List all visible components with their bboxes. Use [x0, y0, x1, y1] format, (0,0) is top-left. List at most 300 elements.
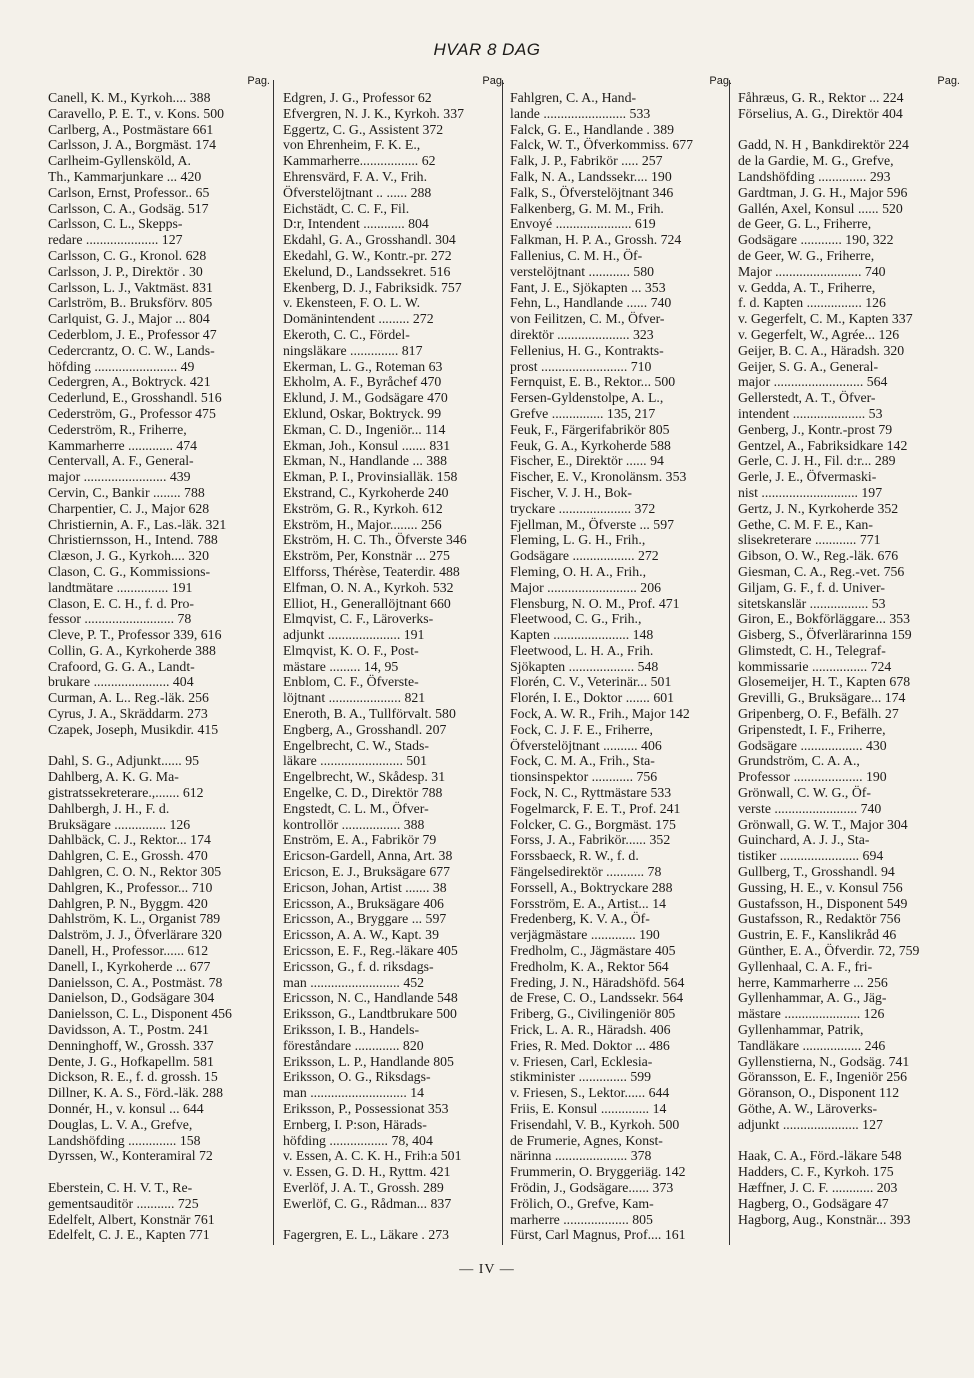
index-entry: Ekelund, D., Landssekret. 516	[283, 263, 451, 279]
index-entry: Cederström, R., Friherre,	[48, 421, 187, 437]
index-entry: Carlheim-Gyllensköld, A.	[48, 153, 191, 169]
index-column-1	[48, 74, 270, 1243]
index-entry: Dahlström, K. L., Organist 789	[48, 911, 221, 927]
index-entry: landtmätare ............... 191	[48, 579, 193, 595]
index-entry: Falck, G. E., Handlande . 389	[510, 121, 674, 137]
index-entry: Clæson, J. G., Kyrkoh.... 320	[48, 548, 209, 564]
index-entry: Fersen-Gyldenstolpe, A. L.,	[510, 390, 664, 406]
index-entry: Major ......................... 740	[738, 263, 886, 279]
index-entry: Carlsson, C. L., Skepps-	[48, 216, 183, 232]
index-entry: Centervall, A. F., General-	[48, 453, 194, 469]
index-entry: Envoyé ...................... 619	[510, 216, 656, 232]
index-entry: Fogelmarck, F. E. T., Prof. 241	[510, 800, 681, 816]
index-entry: Ekenberg, D. J., Fabriksidk. 757	[283, 279, 462, 295]
index-entry: Ericsson, A. A. W., Kapt. 39	[283, 927, 439, 943]
index-entry: Frölich, O., Grefve, Kam-	[510, 1195, 654, 1211]
index-entry: Forsström, E. A., Artist... 14	[510, 895, 666, 911]
index-entry: Gethe, C. M. F. E., Kan-	[738, 516, 873, 532]
index-entry: Falkman, H. P. A., Grossh. 724	[510, 232, 682, 248]
index-entry: v. Friesen, S., Lektor...... 644	[510, 1085, 670, 1101]
index-entry: Günther, E. A., Öfverdir. 72, 759	[738, 943, 920, 959]
index-entry: löjtnant ..................... 821	[283, 690, 426, 706]
index-entry: Ericson-Gardell, Anna, Art. 38	[283, 848, 453, 864]
pag-label: Pag.	[937, 75, 960, 87]
index-entry: Eriksson, I. B., Handels-	[283, 1022, 420, 1038]
index-entry: Gertz, J. N., Kyrkoherde 352	[738, 500, 899, 516]
index-entry: Ekedahl, G. W., Kontr.-pr. 272	[283, 247, 452, 263]
index-entry: Förselius, A. G., Direktör 404	[738, 105, 903, 121]
index-entry: Fries, R. Med. Doktor ... 486	[510, 1037, 670, 1053]
index-entry: kommissarie ................ 724	[738, 658, 892, 674]
index-entry: Grundström, C. A. A.,	[738, 753, 860, 769]
index-entry: Sjökapten ................... 548	[510, 658, 659, 674]
index-entry: Ekman, P. I., Provinsialläk. 158	[283, 469, 458, 485]
index-entry: Carlsson, C. A., Godsäg. 517	[48, 200, 209, 216]
index-entry: Geijer, S. G. A., General-	[738, 358, 879, 374]
index-entry: Everlöf, J. A. T., Grossh. 289	[283, 1179, 444, 1195]
index-entry: Christiernin, A. F., Las.-läk. 321	[48, 516, 227, 532]
index-entry: Fredenberg, K. V. A., Öf-	[510, 911, 650, 927]
index-entry: Kammarherre................. 62	[283, 153, 436, 169]
index-entry: fessor .......................... 78	[48, 611, 192, 627]
index-entry: Engelbrecht, C. W., Stads-	[283, 737, 429, 753]
index-entry: Grefve ............... 135, 217	[510, 405, 656, 421]
index-entry: ningsläkare .............. 817	[283, 342, 423, 358]
index-entry: Fehn, L., Handlande ...... 740	[510, 295, 672, 311]
index-entry: Ehrensvärd, F. A. V., Frih.	[283, 168, 428, 184]
index-entry: Fjellman, M., Öfverste ... 597	[510, 516, 675, 532]
index-entry: Canell, K. M., Kyrkoh.... 388	[48, 90, 211, 105]
index-entry: adjunkt ..................... 191	[283, 627, 425, 643]
index-entry: Carlberg, A., Postmästare 661	[48, 121, 214, 137]
index-entry: verste ........................ 740	[738, 800, 882, 816]
index-entry: Ekerman, L. G., Roteman 63	[283, 358, 443, 374]
index-entry: Godsägare .................. 272	[510, 548, 659, 564]
index-entry: Ekström, Per, Konstnär ... 275	[283, 548, 450, 564]
index-entry: Gerle, C. J. H., Fil. d:r... 289	[738, 453, 896, 469]
index-entry: Engelbrecht, W., Skådesp. 31	[283, 769, 446, 785]
index-entry: Engstedt, C. L. M., Öfver-	[283, 800, 429, 816]
index-entry: Fahlgren, C. A., Hand-	[510, 90, 637, 105]
index-entry: nist ............................ 197	[738, 484, 883, 500]
index-entry: v. Ekensteen, F. O. L. W.	[283, 295, 421, 311]
index-entry: Ekman, N., Handlande ... 388	[283, 453, 447, 469]
index-entry: Landshöfding .............. 293	[738, 168, 891, 184]
index-entry: Elmqvist, K. O. F., Post-	[283, 642, 419, 658]
index-entry: Frummerin, O. Bryggeriäg. 142	[510, 1164, 686, 1180]
index-entry: Fåhræus, G. R., Rektor ... 224	[738, 90, 904, 105]
index-entry: Edelfelt, Albert, Konstnär 761	[48, 1211, 215, 1227]
index-entry: Danielsson, C. A., Postmäst. 78	[48, 974, 223, 990]
index-entry: Danell, H., Professor...... 612	[48, 943, 209, 959]
index-entry: Czapek, Joseph, Musikdir. 415	[48, 721, 219, 737]
index-entry: Ewerlöf, C. G., Rådman... 837	[283, 1195, 452, 1211]
index-entry: Enblom, C. F., Öfverste-	[283, 674, 419, 690]
index-entry: Hagberg, O., Godsägare 47	[738, 1195, 889, 1211]
index-entry: Kapten ...................... 148	[510, 627, 654, 643]
index-entry: Ekdahl, G. A., Grosshandl. 304	[283, 232, 456, 248]
index-entry: Folcker, C. G., Borgmäst. 175	[510, 816, 676, 832]
index-entry: Bruksägare ............... 126	[48, 816, 191, 832]
index-entry: lande ........................ 533	[510, 105, 651, 121]
index-entry: Cedergren, A., Boktryck. 421	[48, 374, 211, 390]
index-entry: Edgren, J. G., Professor 62	[283, 90, 432, 105]
index-entry: Eklund, Oskar, Boktryck. 99	[283, 405, 442, 421]
index-entry: Danielsson, C. L., Disponent 456	[48, 1006, 232, 1022]
index-entry: Friis, E. Konsul .............. 14	[510, 1101, 667, 1116]
index-entry: Ekholm, A. F., Byråchef 470	[283, 374, 442, 390]
index-entry: Göranson, O., Disponent 112	[738, 1085, 900, 1101]
index-entry: Giesman, C. A., Reg.-vet. 756	[738, 563, 905, 579]
index-column-3	[510, 74, 732, 1243]
index-entry: Fängelsedirektör ........... 78	[510, 864, 662, 880]
index-entry: Collin, G. A., Kyrkoherde 388	[48, 642, 216, 658]
index-entry: Godsägare ............ 190, 322	[738, 232, 894, 248]
index-entry: mästare ...................... 126	[738, 1006, 885, 1022]
index-entry: Grevilli, G., Bruksägare... 174	[738, 690, 906, 706]
index-entry: Fant, J. E., Sjökapten ... 353	[510, 279, 666, 295]
index-entry: brukare ...................... 404	[48, 674, 194, 690]
index-entry: adjunkt ...................... 127	[738, 1116, 883, 1132]
index-entry: Gustafsson, H., Disponent 549	[738, 895, 908, 911]
index-entry: von Feilitzen, C. M., Öfver-	[510, 311, 665, 327]
index-entry: Cervin, C., Bankir ........ 788	[48, 484, 205, 500]
index-entry: Öfverstelöjtnant .......... 406	[510, 737, 662, 753]
index-entry: Gerle, J. E., Öfvermaski-	[738, 469, 877, 485]
index-entry: Ericson, Johan, Artist ....... 38	[283, 879, 447, 895]
index-entry: Ericson, E. J., Bruksägare 677	[283, 864, 451, 880]
index-entry: marherre ................... 805	[510, 1211, 653, 1227]
index-entry: Eklund, J. M., Godsägare 470	[283, 390, 448, 406]
index-entry: prost ......................... 710	[510, 358, 652, 374]
index-entry: Denninghoff, W., Grossh. 337	[48, 1037, 214, 1053]
index-entry: Gallén, Axel, Konsul ...... 520	[738, 200, 903, 216]
index-entry: tryckare ..................... 372	[510, 500, 656, 516]
pag-label: Pag.	[247, 75, 270, 87]
index-entry: Ericsson, N. C., Handlande 548	[283, 990, 458, 1006]
index-entry: direktör ..................... 323	[510, 326, 654, 342]
index-entry: Eneroth, B. A., Tullförvalt. 580	[283, 706, 456, 722]
index-entry: Gyllenhammar, A. G., Jäg-	[738, 990, 887, 1006]
index-entry: stikminister .............. 599	[510, 1069, 652, 1085]
index-entry: Gripenberg, O. F., Befälh. 27	[738, 706, 899, 722]
index-entry: Clason, C. G., Kommissions-	[48, 563, 211, 579]
pag-label: Pag.	[709, 75, 732, 87]
index-entry: kontrollör ................. 388	[283, 816, 425, 832]
index-entry: Dahlbergh, J. H., F. d.	[48, 800, 170, 816]
index-entry: Clason, E. C. H., f. d. Pro-	[48, 595, 195, 611]
index-entry: Donnér, H., v. konsul ... 644	[48, 1101, 204, 1116]
index-entry: Gyllenhaal, C. A. F., fri-	[738, 958, 873, 974]
index-entry: de Geer, W. G., Friherre,	[738, 247, 875, 263]
index-entry: Caravello, P. E. T., v. Kons. 500	[48, 105, 225, 121]
index-entry: Ekman, C. D., Ingeniör... 114	[283, 421, 446, 437]
index-entry: Giljam, G. F., f. d. Univer-	[738, 579, 885, 595]
index-entry: Hæffner, J. C. F. ............ 203	[738, 1179, 898, 1195]
index-entry: Göransson, E. F., Ingeniör 256	[738, 1069, 908, 1085]
index-entry: Carlsson, L. J., Vaktmäst. 831	[48, 279, 213, 295]
index-entry: Cedercrantz, O. C. W., Lands-	[48, 342, 215, 358]
section-gap	[283, 1212, 505, 1228]
index-entry: Göthe, A. W., Läroverks-	[738, 1101, 878, 1116]
index-entry: Ericsson, E. F., Reg.-läkare 405	[283, 943, 458, 959]
index-entry: Carlsson, J. P., Direktör . 30	[48, 263, 203, 279]
index-entry: Tandläkare ................. 246	[738, 1037, 886, 1053]
index-entry: de Geer, G. L., Friherre,	[738, 216, 872, 232]
index-entry: Cederström, G., Professor 475	[48, 405, 216, 421]
index-entry: Fock, A. W. R., Frih., Major 142	[510, 706, 690, 722]
section-gap	[738, 1133, 960, 1149]
index-entry: Gussing, H. E., v. Konsul 756	[738, 879, 903, 895]
index-entry: Carlsson, J. A., Borgmäst. 174	[48, 137, 217, 153]
index-entry: Eberstein, C. H. V. T., Re-	[48, 1179, 193, 1195]
index-entry: Gadd, N. H , Bankdirektör 224	[738, 137, 909, 153]
index-entry: Glosemeijer, H. T., Kapten 678	[738, 674, 911, 690]
index-entry: Fleming, O. H. A., Frih.,	[510, 563, 647, 579]
index-entry: Freding, J. N., Häradshöfd. 564	[510, 974, 685, 990]
index-entry: Carlson, Ernst, Professor.. 65	[48, 184, 210, 200]
index-entry: Ekstrand, C., Kyrkoherde 240	[283, 484, 449, 500]
index-entry: närinna ..................... 378	[510, 1148, 652, 1164]
index-entry: Fagergren, E. L., Läkare . 273	[283, 1227, 450, 1243]
index-entry: Grönwall, G. W. T., Major 304	[738, 816, 908, 832]
index-entry: Gripenstedt, I. F., Friherre,	[738, 721, 886, 737]
index-entry: Geijer, B. C. A., Häradsh. 320	[738, 342, 905, 358]
index-entry: man .......................... 452	[283, 974, 425, 990]
index-entry: Falck, W. T., Öfverkommiss. 677	[510, 137, 694, 153]
index-entry: gistratssekreterare.,....... 612	[48, 785, 204, 801]
index-entry: Giron, E., Bokförläggare... 353	[738, 611, 911, 627]
index-entry: Fleetwood, L. H. A., Frih.	[510, 642, 654, 658]
index-entry: Frisendahl, V. B., Kyrkoh. 500	[510, 1116, 680, 1132]
index-entry: Eriksson, O. G., Riksdags-	[283, 1069, 431, 1085]
index-entry: Dahl, S. G., Adjunkt...... 95	[48, 753, 200, 769]
index-entry: major ........................ 439	[48, 469, 191, 485]
index-entry: v. Gedda, A. T., Friherre,	[738, 279, 876, 295]
index-entry: mästare ......... 14, 95	[283, 658, 399, 674]
index-entry: verjägmästare ............. 190	[510, 927, 660, 943]
index-entry: Öfverstelöjtnant .. ...... 288	[283, 184, 432, 200]
index-entry: Charpentier, C. J., Major 628	[48, 500, 210, 516]
index-entry: Falk, J. P., Fabrikör ..... 257	[510, 153, 663, 169]
index-entry: Gisberg, S., Öfverlärarinna 159	[738, 627, 912, 643]
index-entry: Davidsson, A. T., Postm. 241	[48, 1022, 209, 1038]
index-entry: Professor .................... 190	[738, 769, 887, 785]
index-entry: Dente, J. G., Hofkapellm. 581	[48, 1053, 214, 1069]
index-entry: Carlström, B.. Bruksförv. 805	[48, 295, 213, 311]
index-entry: Elfman, O. N. A., Kyrkoh. 532	[283, 579, 454, 595]
page-header: HVAR 8 DAG	[433, 40, 541, 59]
index-entry: Major .......................... 206	[510, 579, 661, 595]
index-entry: Gullberg, T., Grosshandl. 94	[738, 864, 895, 880]
index-entry: slisekreterare ............ 771	[738, 532, 881, 548]
index-entry: Fischer, E. V., Kronolänsm. 353	[510, 469, 687, 485]
index-entry: Fleetwood, C. G., Frih.,	[510, 611, 642, 627]
index-entry: Dyrssen, W., Konteramiral 72	[48, 1148, 213, 1164]
index-entry: Cederblom, J. E., Professor 47	[48, 326, 217, 342]
index-entry: Curman, A. L.. Reg.-läk. 256	[48, 690, 209, 706]
index-entry: Cleve, P. T., Professor 339, 616	[48, 627, 222, 643]
index-entry: von Ehrenheim, F. K. E.,	[283, 137, 421, 153]
index-entry: v. Friesen, Carl, Ecklesia-	[510, 1053, 653, 1069]
index-entry: Falk, S., Öfverstelöjtnant 346	[510, 184, 674, 200]
index-entry: Florén, I. E., Doktor ....... 601	[510, 690, 675, 706]
index-entry: Fredholm, K. A., Rektor 564	[510, 958, 669, 974]
index-entry: Gustrin, E. F., Kanslikråd 46	[738, 927, 897, 943]
index-entry: Haak, C. A., Förd.-läkare 548	[738, 1148, 902, 1164]
index-entry: Fellenius, H. G., Kontrakts-	[510, 342, 664, 358]
index-entry: de Frumerie, Agnes, Konst-	[510, 1132, 663, 1148]
index-entry: Grönwall, C. W. G., Öf-	[738, 785, 871, 801]
index-entry: Eggertz, C. G., Assistent 372	[283, 121, 444, 137]
index-entry: v. Gegerfelt, C. M., Kapten 337	[738, 311, 913, 327]
index-entry: läkare ........................ 501	[283, 753, 428, 769]
index-entry: Eriksson, L. P., Handlande 805	[283, 1053, 454, 1069]
index-entry: tistiker ....................... 694	[738, 848, 884, 864]
index-entry: Crafoord, G. G. A., Landt-	[48, 658, 195, 674]
index-entry: v. Essen, G. D. H., Ryttm. 421	[283, 1164, 451, 1180]
index-entry: Hagborg, Aug., Konstnär... 393	[738, 1211, 911, 1227]
index-entry: Dahlberg, A. K. G. Ma-	[48, 769, 179, 785]
index-entry: höfding ........................ 49	[48, 358, 195, 374]
index-entry: Eriksson, G., Landtbrukare 500	[283, 1006, 457, 1022]
index-entry: Frick, L. A. R., Häradsh. 406	[510, 1022, 671, 1038]
index-entry: de la Gardie, M. G., Grefve,	[738, 153, 894, 169]
index-entry: verstelöjtnant ............ 580	[510, 263, 655, 279]
index-entry: Ericsson, A., Bruksägare 406	[283, 895, 444, 911]
index-entry: Engelke, C. D., Direktör 788	[283, 785, 443, 801]
index-entry: herre, Kammarherre ... 256	[738, 974, 888, 990]
index-entry: Danell, I., Kyrkoherde ... 677	[48, 958, 211, 974]
index-entry: Eichstädt, C. C. F., Fil.	[283, 200, 410, 216]
index-entry: Cyrus, J. A., Skräddarm. 273	[48, 706, 208, 722]
index-entry: Feuk, F., Färgerifabrikör 805	[510, 421, 670, 437]
index-entry: Efvergren, N. J. K., Kyrkoh. 337	[283, 105, 464, 121]
index-entry: Forssell, A., Boktryckare 288	[510, 879, 673, 895]
index-entry: Domänintendent ......... 272	[283, 311, 434, 327]
index-entry: Ernberg, I. P:son, Härads-	[283, 1116, 427, 1132]
index-column-2	[283, 74, 505, 1243]
index-entry: Ericsson, A., Bryggare ... 597	[283, 911, 447, 927]
index-entry: Falk, N. A., Landssekr.... 190	[510, 168, 672, 184]
index-entry: Forssbaeck, R. W., f. d.	[510, 848, 639, 864]
index-entry: Feuk, G. A., Kyrkoherde 588	[510, 437, 671, 453]
index-entry: Fischer, V. J. H., Bok-	[510, 484, 632, 500]
index-entry: Frödin, J., Godsägare...... 373	[510, 1179, 674, 1195]
index-entry: höfding ................. 78, 404	[283, 1132, 433, 1148]
index-entry: Dahlgren, K., Professor... 710	[48, 879, 213, 895]
index-entry: gementsauditör ........... 725	[48, 1195, 199, 1211]
index-entry: v. Essen, A. C. K. H., Frih:a 501	[283, 1148, 462, 1164]
index-entry: Dahlgren, C. O. N., Rektor 305	[48, 864, 222, 880]
index-entry: major .......................... 564	[738, 374, 888, 390]
index-entry: Edelfelt, C. J. E., Kapten 771	[48, 1227, 210, 1243]
index-entry: Godsägare .................. 430	[738, 737, 887, 753]
index-entry: Ekman, Joh., Konsul ....... 831	[283, 437, 451, 453]
index-entry: Landshöfding .............. 158	[48, 1132, 201, 1148]
index-entry: Gyllenhammar, Patrik,	[738, 1022, 864, 1038]
index-entry: Ekström, H. C. Th., Öfverste 346	[283, 532, 467, 548]
index-entry: Fredholm, C., Jägmästare 405	[510, 943, 676, 959]
index-entry: Carlsson, C. G., Kronol. 628	[48, 247, 207, 263]
index-entry: sitetskanslär ................. 53	[738, 595, 886, 611]
index-entry: Fischer, E., Direktör ...... 94	[510, 453, 664, 469]
index-entry: Ekeroth, C. C., Fördel-	[283, 326, 410, 342]
index-entry: intendent ..................... 53	[738, 405, 883, 421]
index-entry: Fallenius, C. M. H., Öf-	[510, 247, 643, 263]
index-entry: f. d. Kapten ................ 126	[738, 295, 886, 311]
index-entry: Forss, J. A., Fabrikör...... 352	[510, 832, 671, 848]
index-entry: man ............................ 14	[283, 1085, 425, 1101]
index-entry: Kammarherre ............. 474	[48, 437, 198, 453]
index-entry: Gibson, O. W., Reg.-läk. 676	[738, 548, 899, 564]
section-gap	[48, 738, 270, 754]
index-entry: tionsinspektor ............ 756	[510, 769, 658, 785]
index-entry: Guinchard, A. J. J., Sta-	[738, 832, 870, 848]
index-entry: Th., Kammarjunkare ... 420	[48, 168, 202, 184]
index-column-4	[738, 74, 960, 1227]
index-entry: Elliot, H., Generallöjtnant 660	[283, 595, 451, 611]
index-entry: Flensburg, N. O. M., Prof. 471	[510, 595, 680, 611]
page-number: — IV —	[459, 1262, 515, 1277]
index-entry: Gardtman, J. G. H., Major 596	[738, 184, 908, 200]
section-gap	[48, 1164, 270, 1180]
index-entry: Florén, C. V., Veterinär... 501	[510, 674, 672, 690]
index-entry: Fernquist, E. B., Rektor... 500	[510, 374, 676, 390]
index-entry: föreståndare ............. 820	[283, 1037, 424, 1053]
index-entry: Friberg, G., Civilingeniör 805	[510, 1006, 676, 1022]
index-entry: Gellerstedt, A. T., Öfver-	[738, 390, 876, 406]
index-entry: Danielson, D., Godsägare 304	[48, 990, 215, 1006]
index-entry: Carlquist, G. J., Major ... 804	[48, 311, 210, 327]
index-entry: Fock, N. C., Ryttmästare 533	[510, 785, 672, 801]
index-entry: Glimstedt, C. H., Telegraf-	[738, 642, 886, 658]
index-entry: Fürst, Carl Magnus, Prof.... 161	[510, 1227, 686, 1243]
index-entry: Falkenberg, G. M. M., Frih.	[510, 200, 664, 216]
index-entry: v. Gegerfelt, W., Agrée... 126	[738, 326, 900, 342]
pag-label: Pag.	[482, 75, 505, 87]
index-entry: Dahlgren, C. E., Grossh. 470	[48, 848, 208, 864]
index-entry: Christiernsson, H., Intend. 788	[48, 532, 218, 548]
index-entry: Elmqvist, C. F., Läroverks-	[283, 611, 434, 627]
index-entry: redare ..................... 127	[48, 232, 183, 248]
index-entry: Ekström, G. R., Kyrkoh. 612	[283, 500, 443, 516]
index-entry: Dahlbäck, C. J., Rektor... 174	[48, 832, 211, 848]
index-entry: Dahlgren, P. N., Byggm. 420	[48, 895, 208, 911]
index-entry: Eriksson, P., Possessionat 353	[283, 1101, 449, 1116]
index-entry: Gentzel, A., Fabriksidkare 142	[738, 437, 908, 453]
index-entry: Cederlund, E., Grosshandl. 516	[48, 390, 222, 406]
index-entry: Dickson, R. E., f. d. grossh. 15	[48, 1069, 218, 1085]
index-entry: Fock, C. J. F. E., Friherre,	[510, 721, 653, 737]
index-entry: Fleming, L. G. H., Frih.,	[510, 532, 646, 548]
index-entry: Dillner, K. A. S., Förd.-läk. 288	[48, 1085, 223, 1101]
index-entry: de Frese, C. O., Landssekr. 564	[510, 990, 684, 1006]
index-entry: Douglas, L. V. A., Grefve,	[48, 1116, 193, 1132]
index-entry: Fock, C. M. A., Frih., Sta-	[510, 753, 655, 769]
index-entry: D:r, Intendent ............ 804	[283, 216, 429, 232]
index-entry: Ekström, H., Major........ 256	[283, 516, 442, 532]
index-entry: Dalström, J. J., Öfverlärare 320	[48, 927, 222, 943]
index-entry: Gyllenstierna, N., Godsäg. 741	[738, 1053, 910, 1069]
index-entry: Ericsson, G., f. d. riksdags-	[283, 958, 434, 974]
column-divider	[273, 80, 274, 1245]
index-entry: Elfforss, Thérèse, Teaterdir. 488	[283, 563, 460, 579]
index-entry: Engberg, A., Grosshandl. 207	[283, 721, 447, 737]
index-entry: Genberg, J., Kontr.-prost 79	[738, 421, 893, 437]
index-entry: Gustafsson, R., Redaktör 756	[738, 911, 901, 927]
index-entry: Enström, E. A., Fabrikör 79	[283, 832, 437, 848]
